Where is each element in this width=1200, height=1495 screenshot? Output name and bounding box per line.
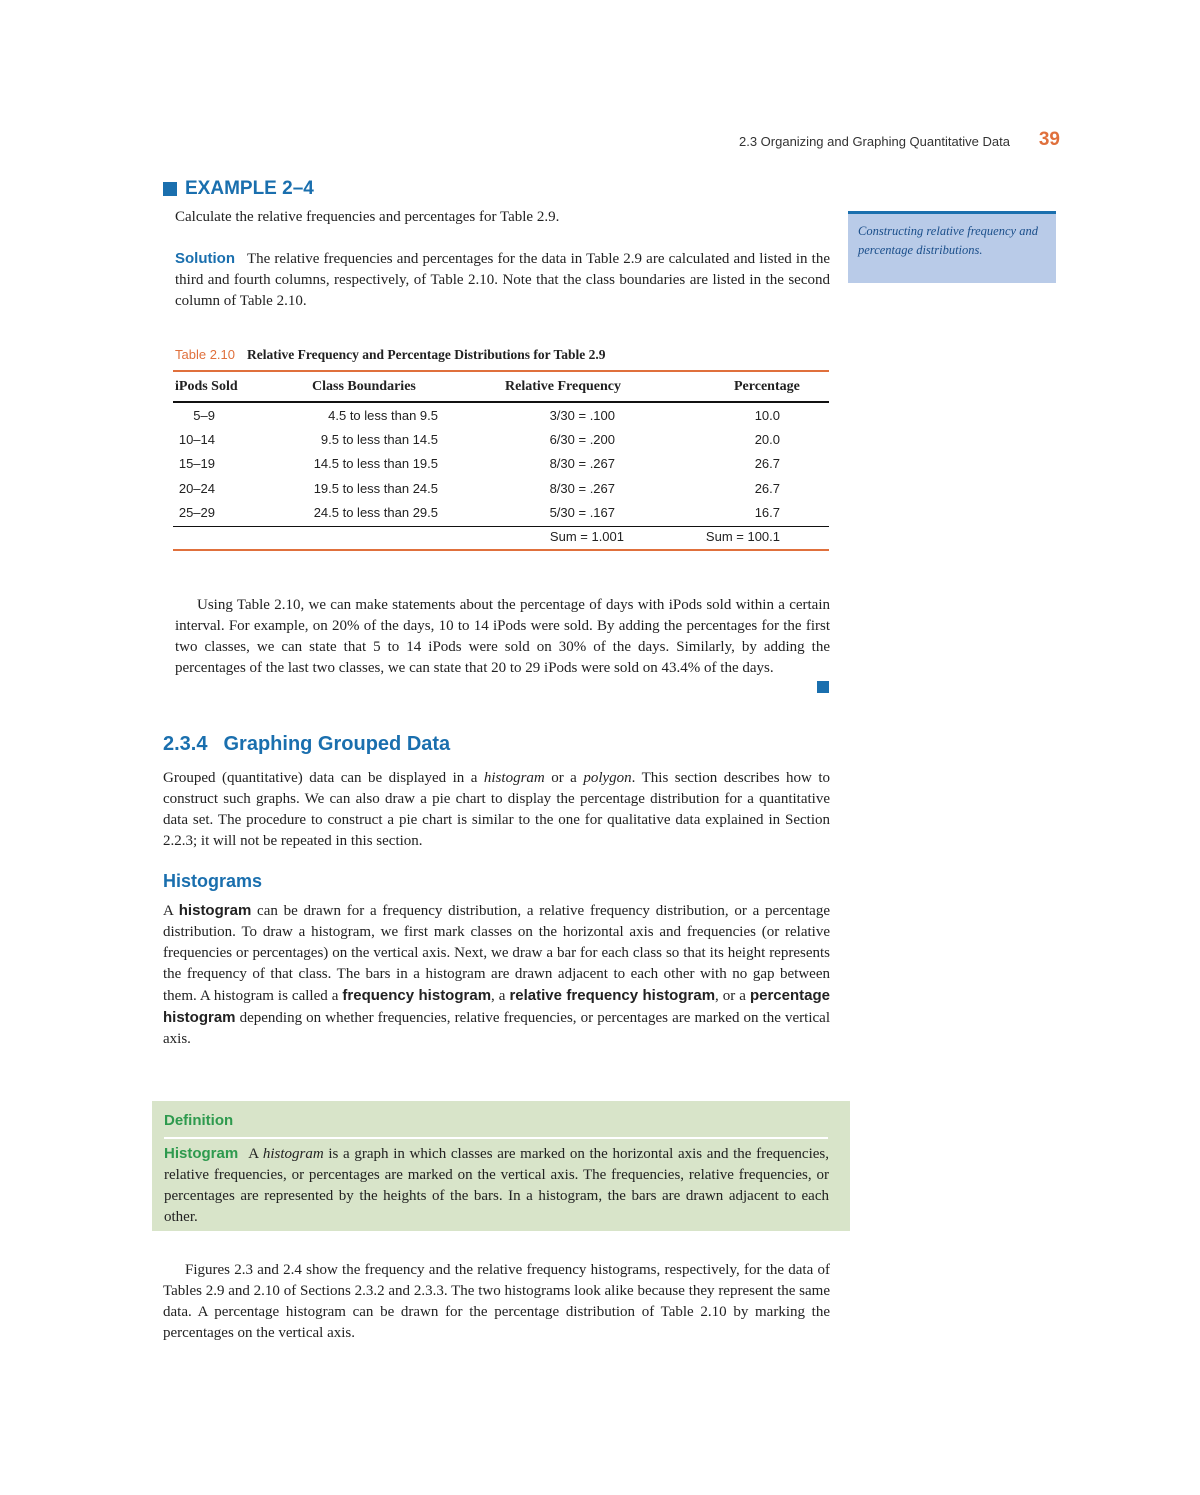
table-sum-percentage: Sum = 100.1	[705, 529, 780, 544]
section-number: 2.3.4	[163, 733, 208, 755]
text-run: A	[163, 903, 179, 919]
table-cell: 9.5 to less than 14.5	[320, 432, 438, 447]
end-of-example-icon	[817, 681, 829, 693]
table-cell: 4.5 to less than 9.5	[328, 408, 438, 423]
solution-paragraph	[175, 248, 830, 312]
text-run: Grouped (quantitative) data can be displayed in a	[163, 770, 484, 786]
emphasis-histogram: histogram	[262, 1146, 324, 1162]
table-bottom-rule	[173, 549, 829, 551]
emphasis-polygon: polygon	[583, 770, 632, 786]
term-histogram: histogram	[178, 902, 252, 919]
table-sum-rule	[173, 526, 829, 527]
term-frequency-histogram: frequency histogram	[342, 987, 492, 1004]
table-caption	[175, 347, 606, 363]
table-cell: 8/30 = .267	[549, 456, 615, 471]
running-head: 2.3 Organizing and Graphing Quantitative Data	[738, 134, 1010, 149]
table-cell: 10–14	[178, 432, 215, 447]
solution-label: Solution	[175, 250, 235, 267]
table-title: Relative Frequency and Percentage Distributions for Table 2.9	[247, 347, 606, 362]
table-cell: 25–29	[178, 505, 215, 520]
example-heading	[163, 178, 314, 200]
definition-term: Histogram	[164, 1145, 239, 1162]
section-title: Graphing Grouped Data	[223, 733, 451, 755]
text-run: , a	[491, 988, 510, 1004]
section-heading	[163, 733, 450, 756]
text-run: can be drawn for a frequency distribution, a relative frequency distribution, or a percentage distribution. To draw a histogram, we first mark classes on the horizontal axis and frequencies (or relative frequencies or percentages) on the vertical axis. Next, we draw a bar for each class so that its height represents the frequency of that class. The bars in a histogram are drawn adjacent to each other with no gap between them. A histogram is called a	[163, 903, 830, 1004]
grouped-data-paragraph	[163, 768, 830, 852]
table-cell: 26.7	[754, 481, 780, 496]
histograms-paragraph	[163, 900, 830, 1050]
table-cell: 19.5 to less than 24.5	[313, 481, 438, 496]
table-cell: 20.0	[754, 432, 780, 447]
term-percentage-histogram: percentage histogram	[163, 987, 830, 1026]
table-header-boundaries: Class Boundaries	[312, 379, 416, 394]
table-sum-relative: Sum = 1.001	[549, 529, 624, 544]
definition-title: Definition	[164, 1112, 234, 1129]
using-paragraph: Using Table 2.10, we can make statements about the percentage of days with iPods sold within a certain interval. For example, on 20% of the days, 10 to 14 iPods were sold. By adding the percentages for the first two classes, we can state that 5 to 14 iPods were sold on 30% of the days. Similarly, by adding the percentages of the last two classes, we can state that 20 to 29 iPods were sold on 43.4% of the days.	[175, 597, 830, 676]
table-header-percentage: Percentage	[734, 379, 800, 394]
text-run: depending on whether frequencies, relative frequencies, or percentages are marked on the vertical axis.	[163, 1010, 830, 1047]
table-cell: 8/30 = .267	[549, 481, 615, 496]
solution-text: The relative frequencies and percentages for the data in Table 2.9 are calculated and listed in the third and fourth columns, respectively, of Table 2.10. Note that the class boundaries are listed in the second column of Table 2.10.	[175, 251, 830, 309]
table-header-rule	[173, 401, 829, 403]
example-heading-text: EXAMPLE 2–4	[185, 178, 314, 199]
table-header-ipods: iPods Sold	[175, 379, 238, 394]
margin-note: Constructing relative frequency and percentage distributions.	[848, 211, 1056, 283]
table-cell: 3/30 = .100	[549, 408, 615, 423]
text-run: is a graph in which classes are marked on the horizontal axis and the frequencies, relative frequencies, or percentages are marked on the vertical axis. The frequencies, relative frequencies, or percentages are represented by the heights of the bars. In a histogram, the bars are drawn adjacent to each other.	[164, 1146, 829, 1225]
definition-text	[164, 1143, 829, 1228]
definition-rule	[164, 1137, 828, 1139]
table-cell: 5–9	[193, 408, 215, 423]
term-relative-frequency-histogram: relative frequency histogram	[509, 987, 716, 1004]
table-cell: 5/30 = .167	[549, 505, 615, 520]
table-cell: 14.5 to less than 19.5	[313, 456, 438, 471]
text-run: . This section describes how to construct such graphs. We can also draw a pie chart to display the percentage distribution for a quantitative data set. The procedure to construct a pie chart is similar to the one for qualitative data explained in Section 2.2.3; it will not be repeated in this section.	[163, 770, 830, 849]
text-run: A	[248, 1146, 263, 1162]
histograms-heading: Histograms	[163, 871, 263, 891]
table-cell: 16.7	[754, 505, 780, 520]
page-number: 39	[1038, 129, 1060, 150]
table-cell: 24.5 to less than 29.5	[313, 505, 438, 520]
table-header-relative: Relative Frequency	[505, 379, 621, 394]
text-run: or a	[544, 770, 584, 786]
table-label: Table 2.10	[175, 347, 235, 362]
table-cell: 10.0	[754, 408, 780, 423]
table-cell: 15–19	[178, 456, 215, 471]
text-run: , or a	[715, 988, 750, 1004]
table-cell: 20–24	[178, 481, 215, 496]
table-top-rule	[173, 370, 829, 372]
emphasis-histogram: histogram	[483, 770, 545, 786]
table-cell: 26.7	[754, 456, 780, 471]
figures-paragraph: Figures 2.3 and 2.4 show the frequency and the relative frequency histograms, respectively, for the data of Tables 2.9 and 2.10 of Sections 2.3.2 and 2.3.3. The two histograms look alike because they represent the same data. A percentage histogram can be drawn for the percentage distribution of Table 2.10 by marking the percentages on the vertical axis.	[163, 1262, 830, 1341]
table-cell: 6/30 = .200	[549, 432, 615, 447]
example-square-icon	[163, 182, 177, 196]
example-prompt: Calculate the relative frequencies and percentages for Table 2.9.	[175, 209, 560, 225]
